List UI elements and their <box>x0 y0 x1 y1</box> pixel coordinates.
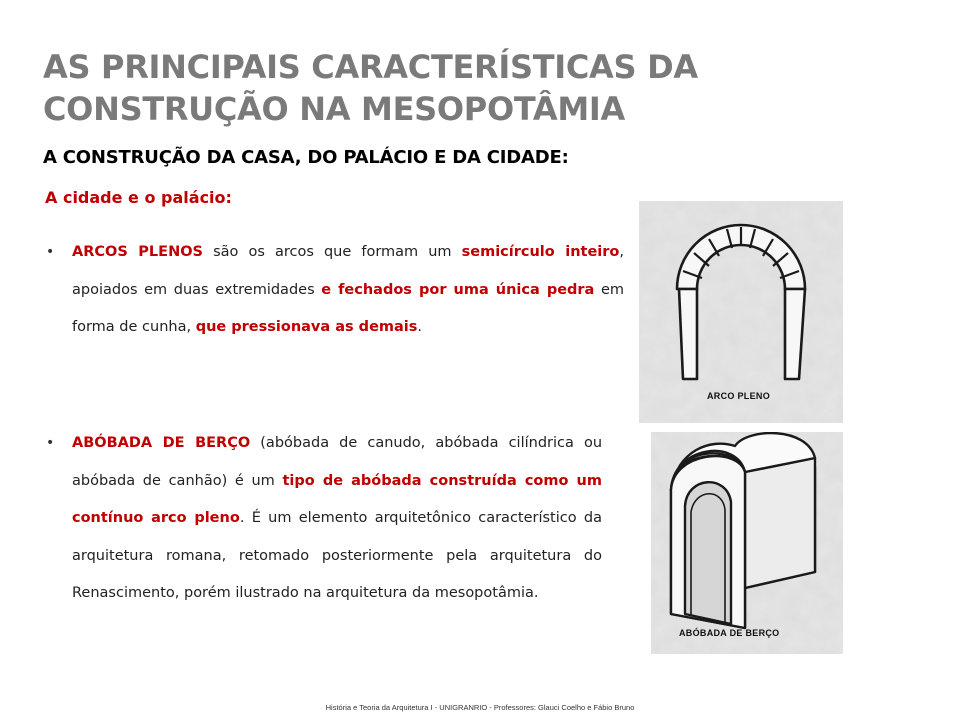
text-fragment: (abóbada de canudo, abóbada cilíndrica ou abóbada de canhão) é um <box>72 435 603 489</box>
text-fragment: . É um elemento arquitetônico característico da arquitetura romana, retomado posteriormente pela arquitetura do Renascimento, porém ilustrado na arquitetura da mesopotâmia. <box>72 510 602 601</box>
arco-pleno-figure <box>639 201 843 423</box>
text-fragment: , apoiados em duas extremidades <box>72 244 624 298</box>
text-fragment: . <box>417 319 423 335</box>
title-line-2: CONSTRUÇÃO NA MESOPOTÂMIA <box>43 90 625 128</box>
highlight-semicirculo: semicírculo inteiro <box>461 244 620 260</box>
arco-pleno-illustration <box>639 201 843 423</box>
term-abobada-de-berco: ABÓBADA DE BERÇO <box>72 435 251 451</box>
abobada-de-berco-illustration <box>651 432 843 654</box>
highlight-tipo-de-abobada: tipo de abóbada construída como um contínuo arco pleno <box>72 472 602 526</box>
abobada-de-berco-figure <box>651 432 843 654</box>
text-fragment: são os arcos que formam um <box>203 244 462 260</box>
abobada-de-berco-caption: ABÓBADA DE BERÇO <box>679 628 780 638</box>
section-heading: A cidade e o palácio: <box>45 188 232 207</box>
highlight-pressionava: que pressionava as demais <box>195 319 418 335</box>
footer: História e Teoria da Arquitetura I - UNIGRANRIO - Professores: Glauci Coelho e Fábio Bruno <box>325 703 635 712</box>
bullet-abobada-de-berco <box>72 425 602 613</box>
subtitle: A CONSTRUÇÃO DA CASA, DO PALÁCIO E DA CIDADE: <box>43 147 569 168</box>
page-title <box>43 46 743 130</box>
text-fragment: em forma de cunha, <box>72 281 624 335</box>
term-arcos-plenos: ARCOS PLENOS <box>72 244 203 260</box>
bullet-arcos-plenos <box>72 234 624 347</box>
title-line-1: AS PRINCIPAIS CARACTERÍSTICAS DA <box>43 48 698 86</box>
arco-pleno-caption: ARCO PLENO <box>707 391 771 401</box>
highlight-fechados: e fechados por uma única pedra <box>321 281 595 298</box>
